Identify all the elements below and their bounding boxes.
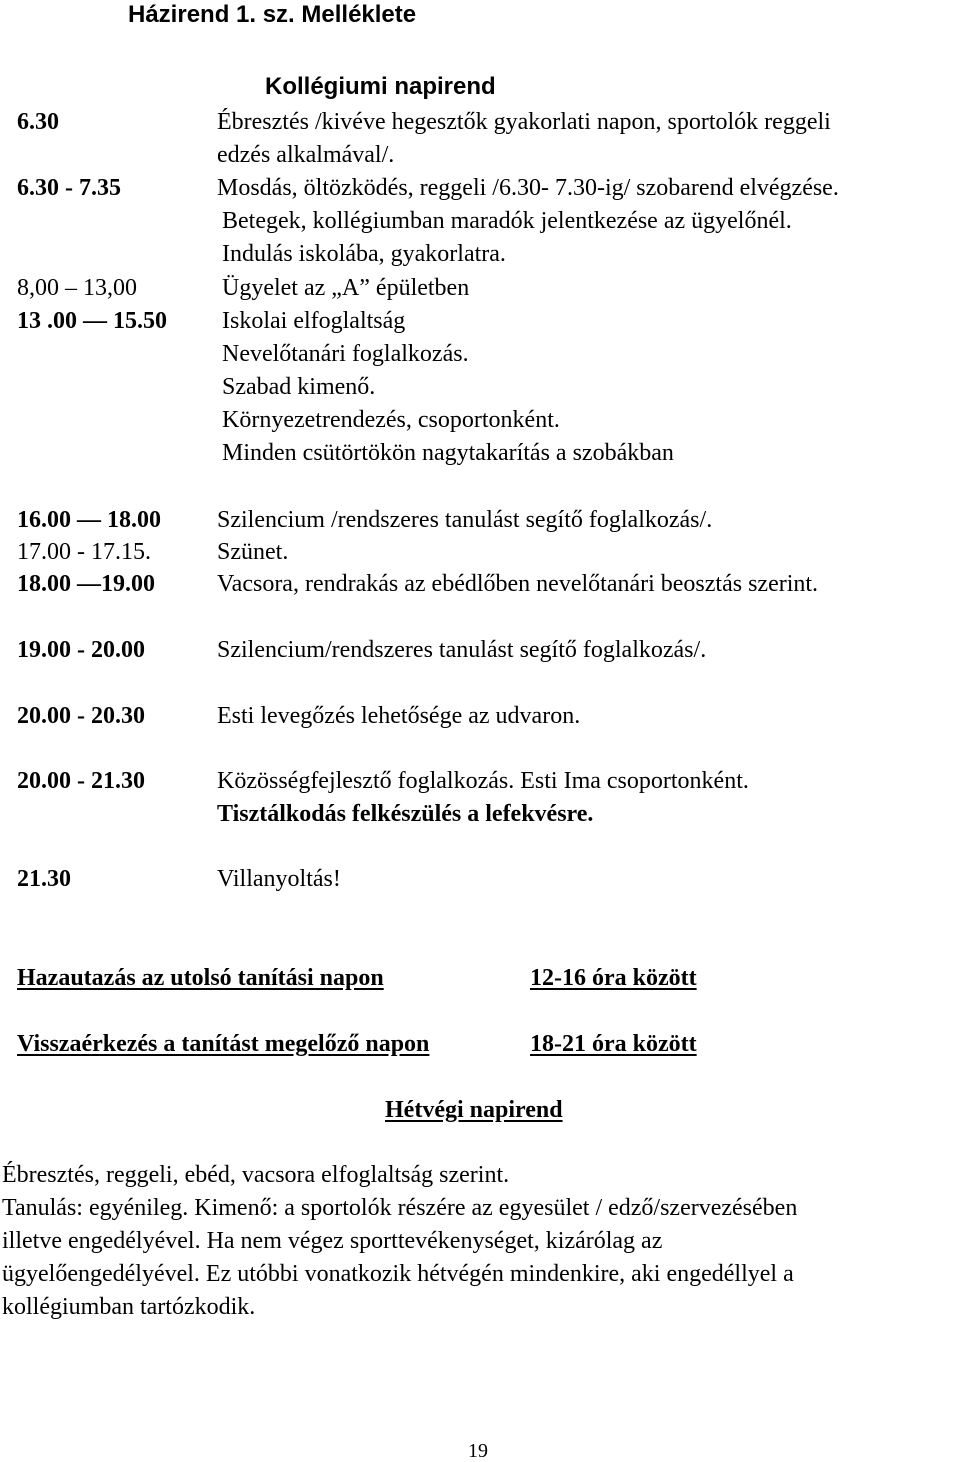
weekend-text-line: illetve engedélyével. Ha nem végez sporttevékenységet, kizárólag az — [2, 1228, 663, 1254]
return-label: Visszaérkezés a tanítást megelőző napon — [17, 1031, 430, 1057]
weekend-text-line: Ébresztés, reggeli, ebéd, vacsora elfoglaltság szerint. — [2, 1162, 510, 1188]
time-label: 20.00 - 21.30 — [17, 768, 145, 794]
time-label: 16.00 — 18.00 — [17, 507, 161, 533]
time-label: 6.30 - 7.35 — [17, 175, 121, 201]
time-label: 13 .00 — 15.50 — [17, 308, 167, 334]
activity-text: Szilencium/rendszeres tanulást segítő foglalkozás/. — [217, 637, 707, 663]
activity-text: Indulás iskolába, gyakorlatra. — [222, 241, 506, 267]
weekend-text-line: ügyelőengedélyével. Ez utóbbi vonatkozik hétvégén mindenkire, aki engedéllyel a — [2, 1261, 794, 1287]
activity-text: Ügyelet az „A” épületben — [222, 275, 470, 301]
activity-text: Mosdás, öltözködés, reggeli /6.30- 7.30-ig/ szobarend elvégzése. — [217, 175, 839, 201]
weekend-heading: Hétvégi napirend — [385, 1097, 563, 1123]
page-title: Házirend 1. sz. Melléklete — [128, 1, 417, 28]
return-time: 18-21 óra között — [530, 1031, 697, 1057]
activity-text: Betegek, kollégiumban maradók jelentkezése az ügyelőnél. — [222, 208, 792, 234]
time-label: 17.00 - 17.15. — [17, 539, 151, 565]
departure-label: Hazautazás az utolsó tanítási napon — [17, 965, 384, 991]
activity-text: Nevelőtanári foglalkozás. — [222, 341, 469, 367]
departure-time: 12-16 óra között — [530, 965, 697, 991]
weekend-text-line: kollégiumban tartózkodik. — [2, 1294, 256, 1320]
activity-text: edzés alkalmával/. — [217, 142, 395, 168]
activity-text: Szilencium /rendszeres tanulást segítő foglalkozás/. — [217, 507, 713, 533]
activity-text: Közösségfejlesztő foglalkozás. Esti Ima csoportonként. — [217, 768, 749, 794]
activity-text: Tisztálkodás felkészülés a lefekvésre. — [217, 801, 594, 827]
activity-text: Szünet. — [217, 539, 289, 565]
time-label: 21.30 — [17, 866, 71, 892]
activity-text: Ébresztés /kivéve hegesztők gyakorlati napon, sportolók reggeli — [217, 109, 831, 135]
schedule-heading: Kollégiumi napirend — [265, 73, 496, 100]
weekend-text-line: Tanulás: egyénileg. Kimenő: a sportolók részére az egyesület / edző/szervezésében — [2, 1195, 798, 1221]
activity-text: Vacsora, rendrakás az ebédlőben nevelőtanári beosztás szerint. — [217, 571, 819, 597]
page-number: 19 — [468, 1440, 488, 1462]
activity-text: Esti levegőzés lehetősége az udvaron. — [217, 703, 581, 729]
time-label: 8,00 – 13,00 — [17, 275, 137, 301]
time-label: 19.00 - 20.00 — [17, 637, 145, 663]
time-label: 18.00 —19.00 — [17, 571, 155, 597]
activity-text: Minden csütörtökön nagytakarítás a szobákban — [222, 440, 674, 466]
activity-text: Szabad kimenő. — [222, 374, 376, 400]
time-label: 6.30 — [17, 109, 59, 135]
activity-text: Környezetrendezés, csoportonként. — [222, 407, 560, 433]
time-label: 20.00 - 20.30 — [17, 703, 145, 729]
activity-text: Iskolai elfoglaltság — [222, 308, 406, 334]
activity-text: Villanyoltás! — [217, 866, 341, 892]
